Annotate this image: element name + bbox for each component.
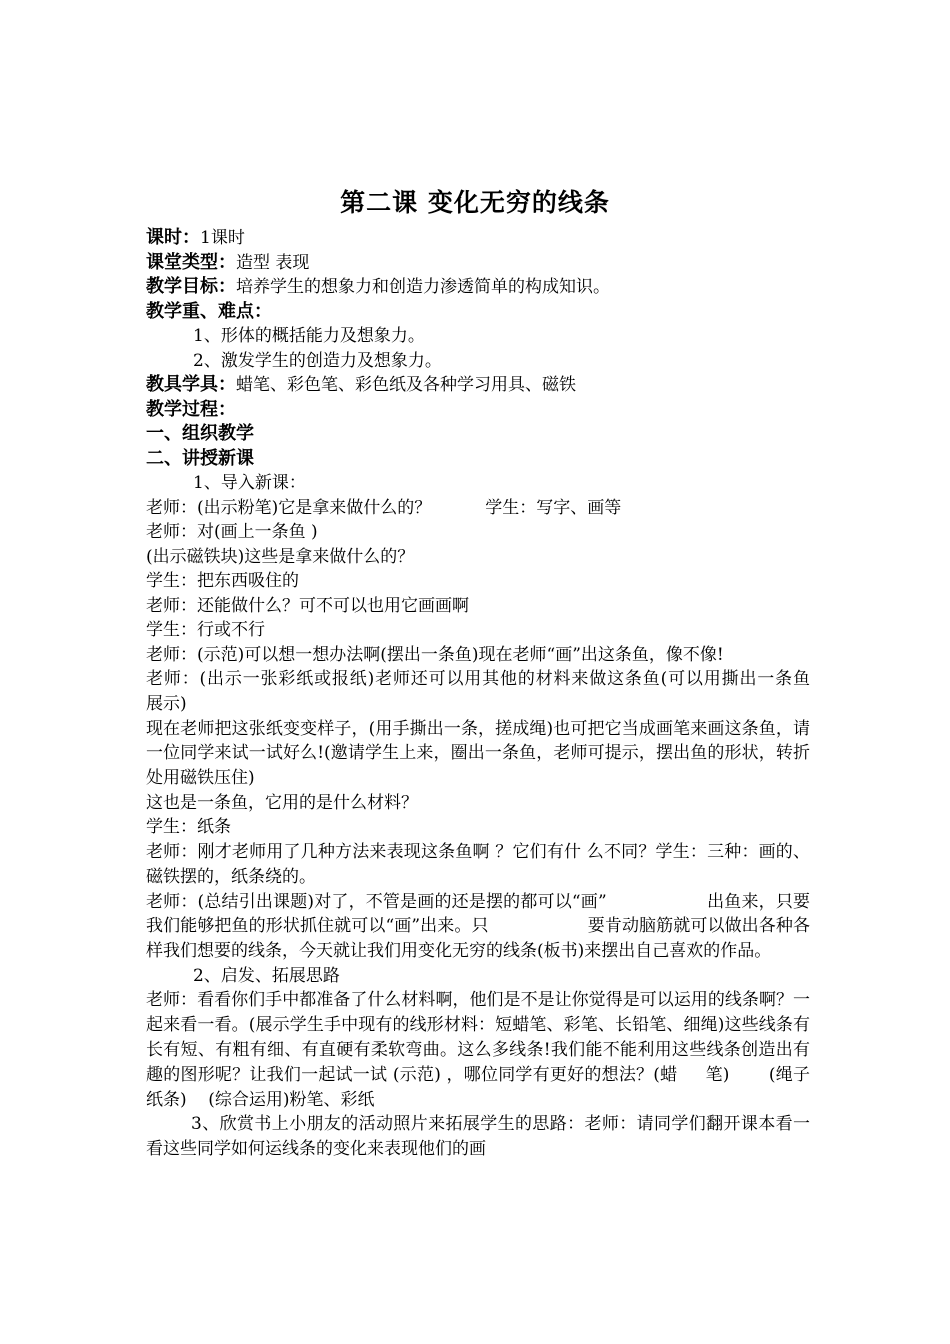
field-value: 培养学生的想象力和创造力渗透简单的构成知识。	[236, 277, 610, 297]
dialogue-line: 老师：还能做什么？可不可以也用它画画啊	[146, 595, 469, 616]
dialogue-line: 这也是一条鱼，它用的是什么材料？	[146, 792, 418, 813]
dialogue-line: 老师：对(画上一条鱼 )	[146, 522, 318, 542]
key-point-item: 2、激发学生的创造力及想象力。	[193, 350, 442, 371]
field-label: 教学重、难点：	[146, 300, 272, 322]
dialogue-line: 老师：(出示粉笔)它是拿来做什么的？ 学生：写字、画等	[146, 497, 622, 518]
field-label: 课时：	[146, 227, 200, 248]
dialogue-line: (出示磁铁块)这些是拿来做什么的？	[146, 546, 415, 567]
dialogue-line: 老师：(示范)可以想一想办法啊(摆出一条鱼)现在老师“画”出这条鱼，像不像!	[146, 644, 724, 665]
field-class-hours	[146, 226, 810, 251]
dialogue-line: 学生：把东西吸住的	[146, 571, 299, 591]
field-key-points	[146, 300, 810, 325]
field-value: 造型 表现	[236, 252, 310, 273]
step-heading-2: 2、启发、拓展思路	[193, 965, 340, 986]
dialogue-line: 学生：行或不行	[146, 620, 265, 640]
paragraph: 老师：刚才老师用了几种方法来表现这条鱼啊 ？它们有什 么不同？学生：三种：画的、磁铁摆的，纸条绕的。	[146, 841, 810, 887]
step-heading-1: 1、导入新课：	[193, 473, 306, 493]
field-label: 教学目标：	[146, 276, 236, 297]
section-heading-1: 一、组织教学	[146, 423, 254, 444]
dialogue-line: 学生：纸条	[146, 817, 231, 838]
field-class-type	[146, 251, 810, 276]
section-heading-2: 二、讲授新课	[146, 447, 254, 469]
page-title: 第二课 变化无穷的线条	[340, 188, 610, 217]
field-label: 教具学具：	[146, 374, 236, 395]
field-value: 蜡笔、彩色笔、彩色纸及各种学习用具、磁铁	[236, 375, 576, 395]
field-value: 1课时	[200, 228, 245, 248]
field-tools	[146, 373, 810, 398]
key-point-item: 1、形体的概括能力及想象力。	[193, 326, 425, 346]
paragraph: 老师：(总结引出课题)对了，不管是画的还是摆的都可以“画” 出鱼来，只要我们能够把鱼的形状抓住就可以“画”出来。只 要肯动脑筋就可以做出各种各样我们想要的线条，今天就让我们用变化无穷的线条(板书)来摆出自己喜欢的作品。	[146, 891, 810, 962]
paragraph: 3、欣赏书上小朋友的活动照片来拓展学生的思路：老师：请同学们翻开课本看一看这些同学如何运线条的变化来表现他们的画	[146, 1114, 810, 1160]
paragraph: 老师：(出示一张彩纸或报纸)老师还可以用其他的材料来做这条鱼(可以用撕出一条鱼 展示)	[146, 669, 838, 714]
process-heading: 教学过程：	[146, 398, 236, 420]
field-teaching-goal	[146, 275, 810, 300]
paragraph: 老师：看看你们手中都准备了什么材料啊，他们是不是让你觉得是可以运用的线条啊？一起来看一看。(展示学生手中现有的线形材料：短蜡笔、彩笔、长铅笔、细绳)这些线条有长有短、有粗有细、有直硬有柔软弯曲。这么多线条!我们能不能利用这些线条创造出有趣的图形呢？让我们一起试一试 (示范) ，哪位同学有更好的想法？(蜡 笔) (绳子 纸条) (综合运用)粉笔、彩纸	[146, 990, 838, 1110]
field-label: 课堂类型：	[146, 251, 236, 273]
document-body	[146, 226, 838, 1162]
paragraph: 现在老师把这张纸变变样子，(用手撕出一条，搓成绳)也可把它当成画笔来画这条鱼，请一位同学来试一试好么!(邀请学生上来，圈出一条鱼，老师可提示，摆出鱼的形状，转折处用磁铁压住)	[146, 718, 810, 789]
